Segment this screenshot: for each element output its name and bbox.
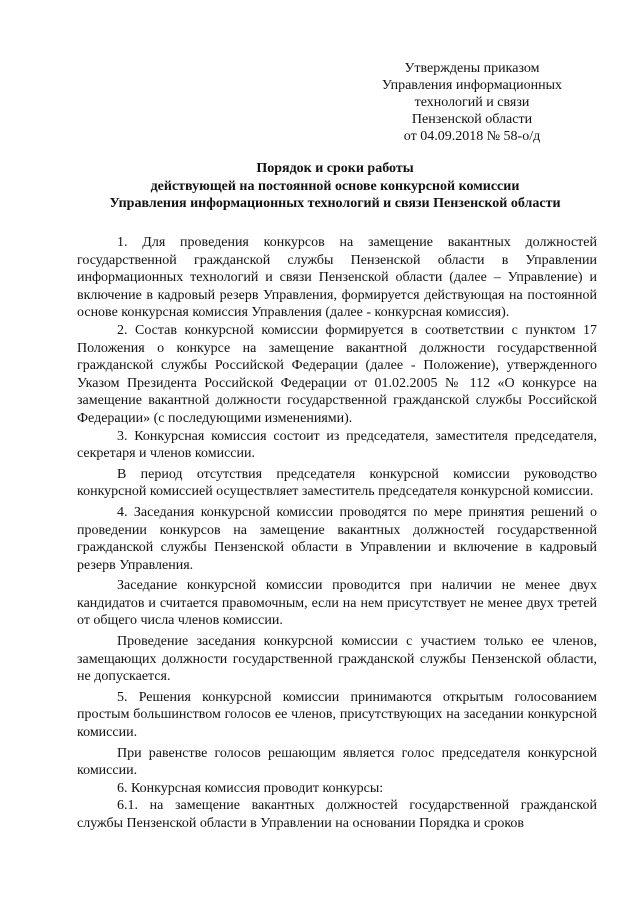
- paragraph-3: 3. Конкурсная комиссия состоит из председателя, заместителя председателя, секретаря и членов комиссии.: [77, 428, 597, 462]
- paragraph-6: Заседание конкурсной комиссии проводится при наличии не менее двух кандидатов и считается правомочным, если на нем присутствует не менее двух третей от общего числа членов комиссии.: [77, 578, 597, 629]
- paragraph-11: 6.1. на замещение вакантных должностей государственной гражданской службы Пензенской области в Управлении на основании Порядка и сроков: [77, 798, 597, 831]
- title-line-2: действующей на постоянной основе конкурсной комиссии: [150, 178, 520, 194]
- paragraph-2: 2. Состав конкурсной комиссии формируется в соответствии с пунктом 17 Положения о конкурсе на замещение вакантной должности государственной гражданской службы Российской Федерации (далее - Положение), утвержденного Указом Президента Российской Федерации от 01.02.2005 № 112 «О конкурсе на замещение вакантной должности государственной гражданской службы Российской Федерации» (с последующими изменениями).: [77, 322, 597, 426]
- paragraph-4: В период отсутствия председателя конкурсной комиссии руководство конкурсной комиссией осуществляет заместитель председателя конкурсной комиссии.: [77, 466, 597, 500]
- document-title: [70, 160, 600, 213]
- approval-line-4: Пензенской области: [411, 112, 533, 127]
- paragraph-9: При равенстве голосов решающим является голос председателя конкурсной комиссии.: [77, 745, 597, 779]
- approval-stamp-block: [372, 60, 572, 145]
- approval-line-1: Утверждены приказом: [404, 61, 540, 76]
- paragraph-10: 6. Конкурсная комиссия проводит конкурсы:: [117, 780, 384, 796]
- title-line-1: Порядок и сроки работы: [256, 161, 414, 176]
- paragraph-8: 5. Решения конкурсной комиссии принимаются открытым голосованием простым большинством голосов ее членов, присутствующих на заседании конкурсной комиссии.: [77, 689, 597, 741]
- document-body: [77, 234, 597, 833]
- approval-line-5: от 04.09.2018 № 58-о/д: [403, 129, 541, 144]
- paragraph-1: 1. Для проведения конкурсов на замещение вакантных должностей государственной гражданской службы Пензенской области в Управлении информационных технологий и связи Пензенской области (далее – Управление) и включение в кадровый резерв Управления, формируется действующая на постоянной основе конкурсная комиссия Управления (далее - конкурсная комиссия).: [77, 235, 597, 321]
- approval-line-3: технологий и связи: [414, 95, 530, 110]
- approval-line-2: Управления информационных: [381, 78, 563, 93]
- paragraph-7: Проведение заседания конкурсной комиссии с участием только ее членов, замещающих должности государственной гражданской службы Пензенской области, не допускается.: [77, 634, 597, 685]
- title-line-3: Управления информационных технологий и связи Пензенской области: [109, 196, 561, 211]
- paragraph-5: 4. Заседания конкурсной комиссии проводятся по мере принятия решений о проведении конкурсов на замещение вакантных должностей государственной гражданской службы Пензенской области в Управлении и включение в кадровый резерв Управления.: [77, 504, 597, 573]
